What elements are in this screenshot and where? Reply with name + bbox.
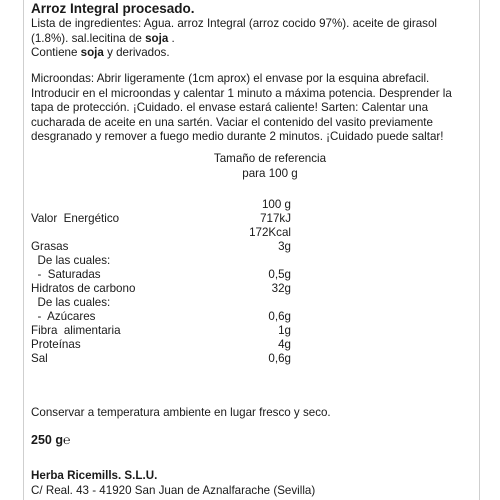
ingredients-line-2: (1.8%). sal.lecitina de soja . — [31, 31, 175, 45]
nutrition-row — [31, 226, 291, 240]
nutrition-reference: Tamaño de referencia para 100 g — [213, 152, 327, 180]
manufacturer-address: C/ Real. 43 - 41920 San Juan de Aznalfarache (Sevilla) — [31, 484, 316, 497]
nutrient-value: 3g — [278, 240, 291, 253]
nutrient-label: - Saturadas — [31, 268, 101, 281]
nutrient-value: 4g — [278, 338, 291, 351]
nutrition-row — [31, 310, 291, 324]
ingredients-list — [31, 17, 471, 61]
instruction-line: Microondas: Abrir ligeramente (1cm aprox) el envase por la esquina abrefacil. — [31, 72, 430, 85]
nutrition-row — [31, 324, 291, 338]
nutrient-value: 32g — [271, 282, 291, 295]
instruction-line: Introducir en el microondas y calentar 1 minuto a máxima potencia. Desprender la — [31, 86, 452, 100]
instruction-line: desgranado y remover a fuego medio durante 2 minutos. ¡Cuidado puede saltar! — [31, 130, 444, 143]
nutrition-row — [31, 212, 291, 226]
nutrient-label: Proteínas — [31, 338, 81, 351]
nutrition-row — [31, 296, 291, 310]
nutrient-label: Grasas — [31, 240, 69, 253]
nutrient-label: Hidratos de carbono — [31, 282, 136, 295]
nutrient-value: 717kJ — [260, 212, 291, 225]
nutrient-value: 172Kcal — [249, 226, 291, 239]
allergen-statement: Contiene soja y derivados. — [31, 46, 170, 59]
nutrition-row — [31, 240, 291, 254]
ingredients-line-1: Lista de ingredientes: Agua. arroz Integral (arroz cocido 97%). aceite de girasol — [31, 17, 438, 30]
allergen-soja: soja — [80, 46, 104, 59]
allergen-soja: soja — [145, 31, 169, 45]
preparation-instructions — [31, 72, 471, 145]
product-title: Arroz Integral procesado. — [31, 1, 195, 16]
nutrition-row — [31, 254, 291, 268]
nutrient-label: Sal — [31, 352, 48, 365]
nutrient-label: Valor Energético — [31, 212, 120, 225]
net-weight: 250 g℮ — [31, 433, 71, 447]
nutrient-value: 0,6g — [268, 352, 291, 365]
nutrition-row — [31, 268, 291, 282]
nutrient-label: De las cuales: — [31, 254, 111, 267]
nutrient-label: - Azúcares — [31, 310, 96, 323]
nutrient-value: 100 g — [261, 198, 291, 211]
manufacturer-name: Herba Ricemills. S.L.U. — [31, 469, 158, 482]
nutrient-label: De las cuales: — [31, 296, 111, 309]
nutrient-label: Fibra alimentaria — [31, 324, 121, 337]
nutrient-value: 1g — [278, 324, 291, 337]
nutrition-row — [31, 338, 291, 352]
nutrient-value: 0,6g — [268, 310, 291, 323]
storage-instructions: Conservar a temperatura ambiente en lugar fresco y seco. — [31, 406, 331, 419]
nutrition-row — [31, 352, 291, 366]
instruction-line: tapa de protección. ¡Cuidado. el envase estará caliente! Sarten: Calentar una — [31, 101, 429, 114]
nutrition-row — [31, 198, 291, 212]
instruction-line: cucharada de aceite en una sartén. Vaciar el contenido del vasito previamente — [31, 115, 433, 129]
nutrition-row — [31, 282, 291, 296]
nutrient-value: 0,5g — [268, 268, 291, 281]
